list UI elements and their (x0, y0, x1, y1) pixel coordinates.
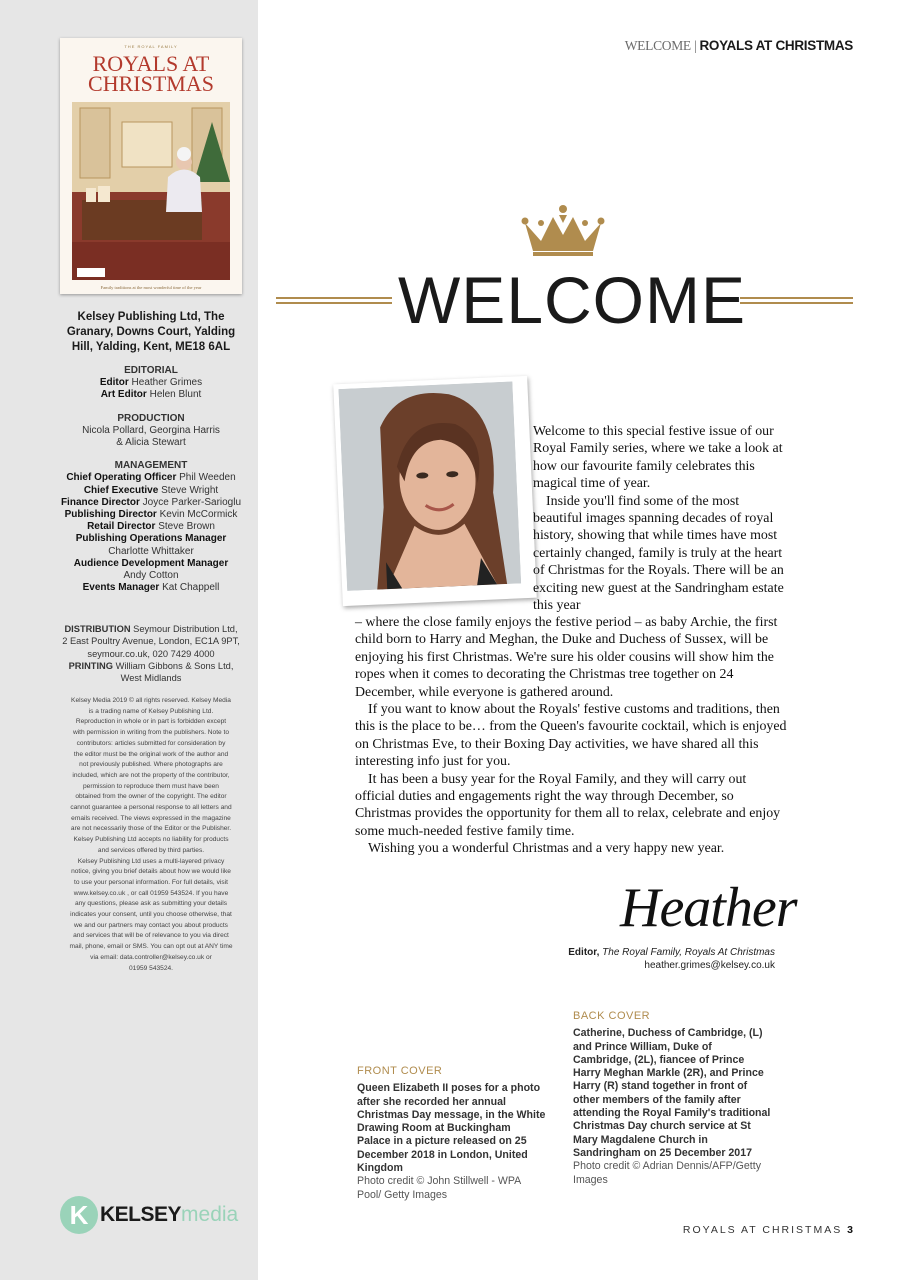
folio-title: ROYALS AT CHRISTMAS (682, 1224, 843, 1236)
printing-label: PRINTING (68, 660, 113, 671)
editor-role: Editor, (568, 947, 600, 958)
back-cover-caption: Catherine, Duchess of Cambridge, (L) and Prince William, Duke of Cambridge, (2L), fiancee of Prince Harry Meghan Markle (2R), and Prince Harry (R) stand together in front of other members of the family after attending the Royal Family's traditional Christmas Day church service at St Mary Magdalene Church in Sandringham on 25 December 2017 (573, 1027, 771, 1159)
distribution-line: 2 East Poultry Avenue, London, EC1A 9PT, (62, 636, 240, 647)
page-title: WELCOME (398, 263, 747, 337)
editor-signoff (568, 947, 775, 972)
running-head-section: WELCOME (624, 38, 691, 53)
crown-icon (519, 201, 607, 262)
credit-line: Editor Heather Grimes (99, 377, 203, 389)
legal-line: with permission in writing from the publishers. Note to (72, 729, 230, 737)
editorial-heading: EDITORIAL (124, 365, 178, 376)
legal-line: contributors: articles submitted for consideration by (76, 739, 226, 747)
legal-line: Kelsey Publishing Ltd accepts no liability for products (73, 836, 229, 844)
title-rule-right (740, 297, 853, 304)
credit-line: Events Manager Kat Chappell (82, 582, 220, 594)
legal-line: Kelsey Media 2019 © all rights reserved. Kelsey Media (71, 697, 231, 704)
back-cover-note (573, 1010, 773, 1187)
management-heading: MANAGEMENT (114, 460, 188, 472)
editor-email: heather.grimes@kelsey.co.uk (644, 959, 775, 971)
credit-line: Retail Director Steve Brown (87, 521, 215, 533)
credit-line: Chief Executive Steve Wright (83, 484, 219, 496)
legal-line: to use your personal information. For full details, visit (74, 878, 228, 886)
front-cover-credit: Photo credit © John Stillwell - WPA Pool/ Getty Images (357, 1175, 521, 1201)
distribution-label: DISTRIBUTION (64, 624, 131, 634)
legal-line: cannot guarantee a personal response to all letters and (70, 804, 232, 812)
credit-line: Publishing Director Kevin McCormick (64, 509, 238, 521)
legal-line: Kelsey Publishing Ltd uses a multi-layered privacy (77, 857, 225, 865)
distribution-line: seymour.co.uk, 020 7429 4000 (87, 648, 215, 659)
logo-word-kelsey: KELSEY (100, 1203, 182, 1226)
legal-line: via email: data.controller@kelsey.co.uk or (90, 953, 212, 961)
publisher-line: Hill, Yalding, Kent, ME18 6AL (71, 341, 231, 353)
intro-paragraph: Inside you'll find some of the most beautiful images spanning decades of royal history, showing that while times have most certainly changed, family is truly at the heart of Christmas for the Royals. There will be an exciting new guest at the Sandringham estate this year (533, 493, 784, 614)
cover-footer: Family traditions at the most wonderful time of the year (100, 285, 202, 290)
front-cover-note (357, 1065, 547, 1202)
cover-kicker: THE ROYAL FAMILY (124, 44, 178, 49)
sidebar (0, 0, 258, 1280)
title-rule-left (276, 297, 392, 304)
cover-photo (72, 102, 230, 280)
body-paragraph: Wishing you a wonderful Christmas and a very happy new year. (368, 841, 725, 857)
legal-line: indicates your consent, until you choose otherwise, that (70, 911, 232, 919)
editor-signature: Heather (620, 877, 797, 939)
legal-line: are not necessarily those of the Editor or the Publisher. (70, 825, 232, 833)
legal-line: any questions, please ask as submitting your details (74, 900, 228, 908)
intro-paragraph: Welcome to this special festive issue of our Royal Family series, where we take a look at how our favourite family celebrates this magical time of year. (533, 424, 783, 492)
legal-line: and services that will be of relevance to you via direct (73, 932, 229, 940)
legal-line: included, which are not the property of the contributor, (72, 771, 230, 779)
legal-line: emails received. The views expressed in the magazine (71, 814, 231, 822)
publisher-address (60, 310, 242, 355)
credit-line: Art Editor Helen Blunt (100, 389, 202, 401)
production-heading: PRODUCTION (117, 412, 185, 424)
credit-line: Finance Director Joyce Parker-Sarioglu (60, 496, 242, 508)
front-cover-label: FRONT COVER (357, 1065, 443, 1077)
publisher-line: Kelsey Publishing Ltd, The (77, 311, 225, 323)
credit-line: Audience Development Manager (73, 557, 229, 569)
body-paragraph: If you want to know about the Royals' festive customs and traditions, then this is the place to be… from the Queen's favourite cocktail, which is enjoyed on Christmas Eve, to their Boxing Day activities, we have shared all this interesting info just for you. (355, 702, 787, 770)
credit-line: & Alicia Stewart (116, 437, 186, 449)
legal-line: notice, giving you brief details about how we would like (71, 868, 231, 876)
cover-title-line1: ROYALS AT (92, 51, 210, 76)
cover-title-line2: CHRISTMAS (88, 71, 214, 96)
legal-line: we and our partners may contact you about products (74, 921, 228, 929)
legal-line: is a trading name of Kelsey Publishing Ltd. (88, 707, 214, 715)
legal-line: 01959 543524. (128, 964, 173, 972)
publisher-line: Granary, Downs Court, Yalding (66, 326, 236, 338)
cover-thumbnail (60, 38, 242, 294)
legal-line: Reproduction in whole or in part is forbidden except (75, 718, 227, 726)
page-folio (683, 1224, 853, 1236)
legal-line: mail, phone, email or SMS. You can opt out at ANY time (69, 943, 233, 951)
credit-line: Andy Cotton (123, 570, 179, 582)
distribution-line: West Midlands (120, 673, 182, 684)
body-text (355, 614, 787, 858)
intro-text-wrap (533, 423, 785, 614)
legal-line: not previously published. Where photographs are (79, 761, 223, 769)
editor-publication: The Royal Family, Royals At Christmas (602, 947, 775, 958)
legal-line: permission to reproduce them must have been (83, 782, 219, 790)
logo-mark: K (60, 1196, 98, 1234)
credit-line: Chief Operating Officer Phil Weeden (66, 472, 236, 484)
legal-line: the editor must be the original work of the author and (73, 750, 229, 758)
legal-line: obtained from the owner of the copyright. The editor (75, 793, 227, 801)
legal-line: www.kelsey.co.uk , or call 01959 543524. If you have (73, 889, 229, 897)
page-number: 3 (847, 1224, 853, 1236)
legal-line: and services offered by third parties. (97, 846, 205, 854)
credit-line: Nicola Pollard, Georgina Harris (82, 424, 220, 436)
body-paragraph: – where the close family enjoys the festive period – as baby Archie, the first child born to Harry and Meghan, the Duke and Duchess of Sussex, will be enjoying his first Christmas. We're sure his older cousins will show him the ropes when it comes to decorating the Christmas tree together on 24 December, while everyone is gathered around. (355, 615, 778, 700)
credit-line: Publishing Operations Manager (75, 533, 227, 545)
distribution-info: DISTRIBUTION Seymour Distribution Ltd, 2 East Poultry Avenue, London, EC1A 9PT, seymour.co.uk, 020 7429 4000 PRINTING William Gibbons & Sons Ltd, West Midlands (50, 623, 252, 684)
back-cover-label: BACK COVER (573, 1010, 651, 1022)
front-cover-caption: Queen Elizabeth II poses for a photo after she recorded her annual Christmas Day message, in the White Drawing Room at Buckingham Palace in a picture released on 25 December 2018 in London, United Kingdom (357, 1082, 546, 1175)
legal-notice (55, 696, 247, 974)
credit-line: Charlotte Whittaker (108, 545, 194, 557)
back-cover-credit: Photo credit © Adrian Dennis/AFP/Getty Images (573, 1160, 761, 1186)
body-paragraph: It has been a busy year for the Royal Family, and they will carry out official duties and engagements right the way through December, so Christmas provides the opportunity for them all to relax, celebrate and enjoy some much-needed festive family time. (355, 771, 781, 839)
staff-credits (50, 365, 252, 594)
running-head-title: ROYALS AT CHRISTMAS (699, 38, 853, 53)
kelsey-media-logo (60, 1196, 238, 1234)
logo-word-media: media (181, 1203, 239, 1226)
cover-title (60, 51, 242, 96)
running-head: WELCOME | ROYALS AT CHRISTMAS (624, 38, 853, 53)
editor-photo (333, 376, 536, 606)
